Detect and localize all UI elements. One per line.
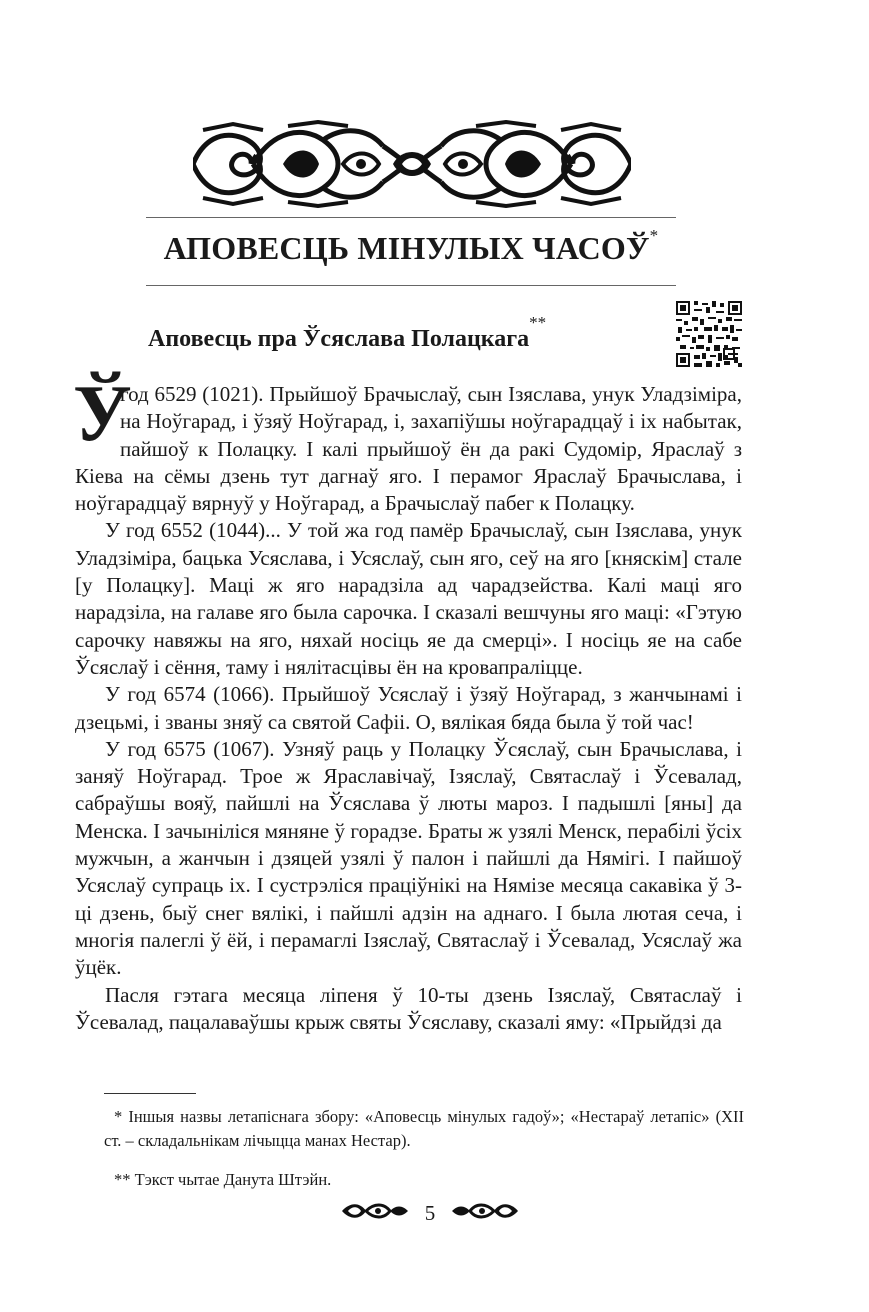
- celtic-knot-ornament-icon: [193, 120, 631, 208]
- section-title-text: Аповесць пра Ўсяслава Полацкага: [148, 326, 530, 352]
- paragraph: У год 6575 (1067). Узняў раць у Полацку Ўсяслаў, сын Брачыслава, і заняў Ноўгарад. Трое ж Яраславічаў, Ізяслаў, Святаслаў і Ўсевалад, сабраўшы вояў, пайшлі на Ўсяслава ў люты мароз. І падышлі [яны] да Менска. І зачыніліся мяняне ў горадзе. Браты ж узялі Менск, перабілі ўсіх мужчын, а жанчын і дзяцей узялі ў палон і пайшлі да Нямігі. І пайшоў Усяслаў супраць іх. І сустрэліся праціўнікі на Нямізе месяца сакавіка ў 3-ці дзень, быў снег вялікі, і пайшлі адзін на аднаго. І была лютая сеча, і многія палеглі ў ёй, і перамаглі Ізяслаў, Святаслаў і Ўсевалад, Усяслаў жа ўцёк.: [75, 736, 742, 980]
- paragraph: [73, 370, 742, 517]
- chapter-title: [146, 225, 676, 271]
- small-ornament-icon: [450, 1200, 520, 1227]
- title-rule-bottom: [146, 285, 676, 286]
- drop-cap: Ў: [73, 370, 132, 458]
- section-title: [148, 313, 648, 356]
- footnote-separator: [104, 1093, 196, 1094]
- paragraph-text: год 6529 (1021). Прыйшоў Брачыслаў, сын Ізяслава, унук Уладзіміра, на Ноўгарад, і ўзяў Ноўгарад, і, захапіўшы ноўгарадцаў і іх набытак, пайшоў к Полацку. І калі прыйшоў ён да ракі Судомір, Яраслаў з Кіева на сёмы дзень тут дагнаў яго. І перамог Яраслаў Брачыслава, і ноўгарадцаў вярнуў у Ноўгарад, а Брачыслаў пабег к Полацку.: [75, 382, 742, 516]
- footnote: ** Тэкст чытае Данута Штэйн.: [114, 1170, 332, 1189]
- chapter-footnote-mark: *: [649, 226, 659, 245]
- page-number: 5: [424, 1201, 436, 1225]
- footnote: * Іншыя назвы летапіснага збору: «Аповесць мінулых гадоў»; «Нестараў летапіс» (XII ст. – складальнікам лічыцца манах Нестар).: [104, 1107, 744, 1150]
- section-footnote-mark: **: [529, 313, 547, 332]
- footnotes: [104, 1105, 744, 1192]
- qr-code-icon[interactable]: [676, 301, 742, 367]
- body-text: [73, 370, 742, 1036]
- title-rule-top: [146, 217, 676, 218]
- page-footer: [340, 1198, 530, 1228]
- small-ornament-icon: [340, 1200, 410, 1227]
- paragraph: Пасля гэтага месяца ліпеня ў 10-ты дзень Ізяслаў, Святаслаў і Ўсевалад, пацалаваўшы крыж святы Ўсяславу, сказалі яму: «Прыйдзі да: [75, 982, 742, 1034]
- chapter-title-text: АПОВЕСЦЬ МІНУЛЫХ ЧАСОЎ: [163, 230, 650, 266]
- paragraph: У год 6574 (1066). Прыйшоў Усяслаў і ўзяў Ноўгарад, з жанчынамі і дзецьмі, і званы зняў са святой Сафіі. О, вялікая бяда была ў той час!: [75, 682, 742, 734]
- paragraph: У год 6552 (1044)... У той жа год памёр Брачыслаў, сын Ізяслава, унук Уладзіміра, бацька Усяслава, і Усяслаў, сын яго, сеў на яго [княскім] стале [у Полацку]. Маці ж яго нарадзіла ад чарадзейства. Калі маці яго нарадзіла, на галаве яго была сарочка. І сказалі вешчуны яго маці: «Гэтую сарочку навяжы на яго, няхай носіць яе да смерці». І носіць яе на сабе Ўсяслаў і сёння, таму і нялітасцівы ён на кровапраліцце.: [75, 518, 742, 679]
